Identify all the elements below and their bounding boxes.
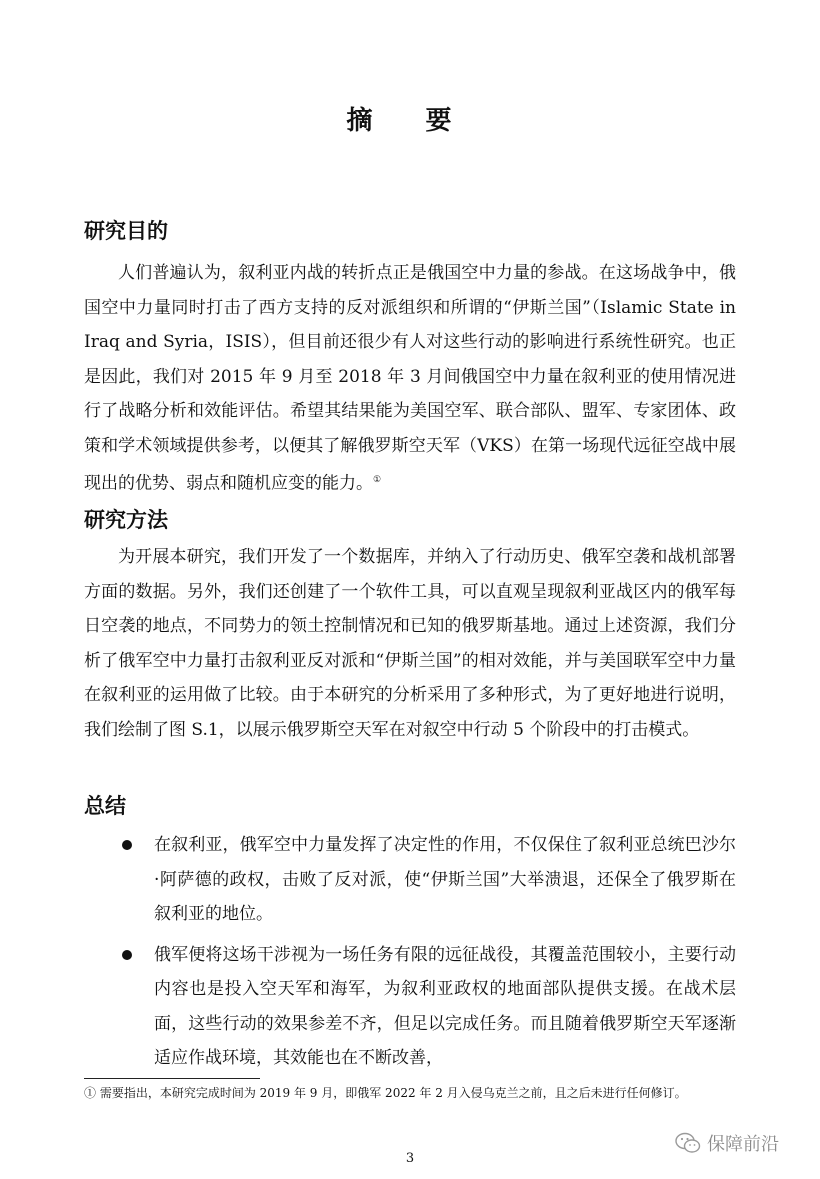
bullet-text: 俄军便将这场干涉视为一场任务有限的远征战役，其覆盖范围较小，主要行动内容也是投入空天军和海军，为叙利亚政权的地面部队提供支援。在战术层面，这些行动的效果参差不齐，但足以完成任务。而且随着俄罗斯空天军逐渐适应作战环境，其效能也在不断改善，: [154, 944, 736, 1068]
list-item: [84, 828, 736, 932]
heading-purpose: 研究目的: [84, 219, 168, 243]
page-number: 3: [405, 1151, 415, 1166]
paragraph-purpose-text: 人们普遍认为，叙利亚内战的转折点正是俄国空中力量的参战。在这场战争中，俄国空中力量同时打击了西方支持的反对派组织和所谓的“伊斯兰国”（Islamic State in Iraq and Syria，ISIS），但目前还很少有人对这些行动的影响进行系统性研究。也正是因此，我们对 2015 年 9 月至 2018 年 3 月间俄国空中力量在叙利亚的使用情况进行了战略分析和效能评估。希望其结果能为美国空军、联合部队、盟军、专家团体、政策和学术领域提供参考，以便其了解俄罗斯空天军（VKS）在第一场现代远征空战中展现出的优势、弱点和随机应变的能力。: [84, 263, 736, 494]
watermark: [675, 1130, 779, 1156]
summary-bullet-list: [84, 828, 736, 1082]
bullet-icon: [122, 840, 132, 850]
heading-method: 研究方法: [84, 508, 168, 532]
bullet-icon: [122, 950, 132, 960]
heading-summary: 总结: [84, 794, 126, 818]
list-item: [84, 938, 736, 1076]
wechat-icon: [675, 1132, 701, 1154]
footnote: ① 需要指出，本研究完成时间为 2019 年 9 月，即俄军 2022 年 2 月入侵乌克兰之前，且之后未进行任何修订。: [84, 1086, 687, 1100]
footnote-divider: [84, 1078, 260, 1079]
footnote-marker: ①: [373, 475, 382, 485]
watermark-text: 保障前沿: [707, 1134, 779, 1155]
bullet-text: 在叙利亚，俄军空中力量发挥了决定性的作用，不仅保住了叙利亚总统巴沙尔·阿萨德的政权，击败了反对派，使“伊斯兰国”大举溃退，还保全了俄罗斯在叙利亚的地位。: [154, 835, 736, 924]
paragraph-method: 为开展本研究，我们开发了一个数据库，并纳入了行动历史、俄军空袭和战机部署方面的数据。另外，我们还创建了一个软件工具，可以直观呈现叙利亚战区内的俄军每日空袭的地点，不同势力的领土控制情况和已知的俄罗斯基地。通过上述资源，我们分析了俄军空中力量打击叙利亚反对派和“伊斯兰国”的相对效能，并与美国联军空中力量在叙利亚的运用做了比较。由于本研究的分析采用了多种形式，为了更好地进行说明，我们绘制了图 S.1，以展示俄罗斯空天军在对叙空中行动 5 个阶段中的打击模式。: [84, 547, 736, 740]
page-title: 摘 要: [346, 106, 474, 136]
paragraph-purpose: [84, 256, 736, 501]
